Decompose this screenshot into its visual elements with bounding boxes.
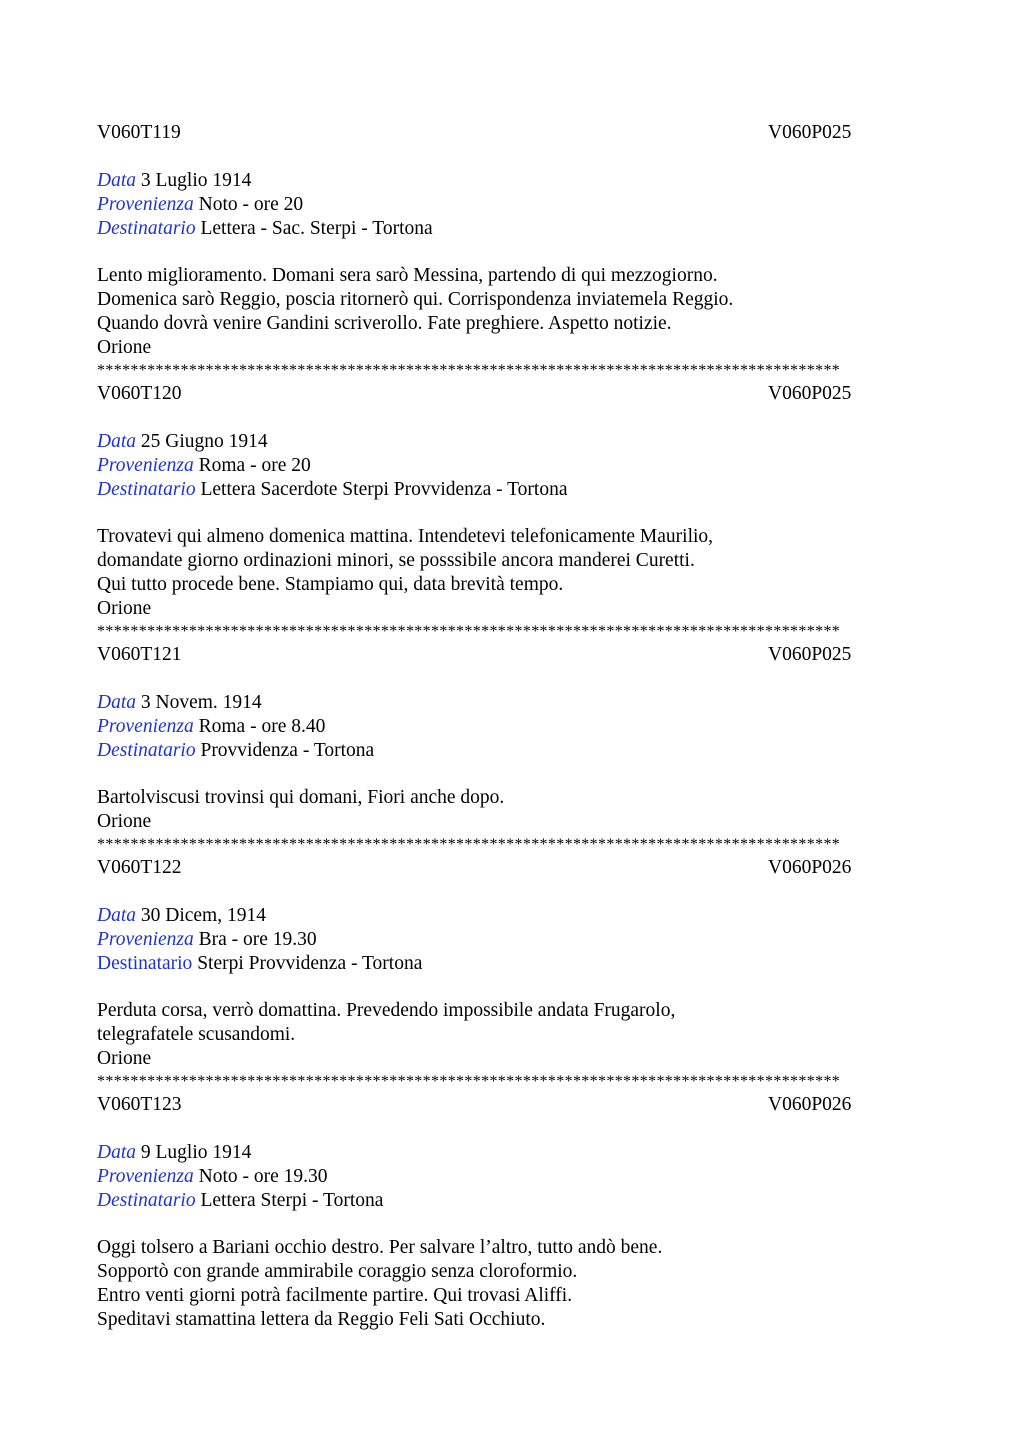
body-line: Qui tutto procede bene. Stampiamo qui, data brevità tempo. xyxy=(97,574,564,595)
provenienza-line xyxy=(97,715,927,739)
destinatario-line xyxy=(97,739,927,763)
provenienza-value: Noto - ore 19.30 xyxy=(198,1165,328,1187)
data-line xyxy=(97,691,927,715)
page-ref: V060P026 xyxy=(768,1094,852,1115)
destinatario-label: Destinatario xyxy=(97,952,193,974)
destinatario-line xyxy=(97,1189,927,1213)
separator: ***************************************************************************************** xyxy=(97,623,841,640)
body-line: Sopportò con grande ammirabile coraggio senza cloroformio. xyxy=(97,1261,578,1282)
destinatario-value: Lettera Sacerdote Sterpi Provvidenza - Tortona xyxy=(200,478,568,500)
provenienza-line xyxy=(97,1165,927,1189)
provenienza-label: Provenienza xyxy=(97,1165,194,1187)
entry-header xyxy=(97,643,927,667)
destinatario-value: Lettera - Sac. Sterpi - Tortona xyxy=(200,217,433,239)
separator: ***************************************************************************************** xyxy=(97,362,841,379)
destinatario-label: Destinatario xyxy=(97,217,196,239)
body-line: Speditavi stamattina lettera da Reggio Feli Sati Occhiuto. xyxy=(97,1309,546,1330)
telegram-id: V060T119 xyxy=(97,122,181,143)
page-ref: V060P025 xyxy=(768,644,852,665)
telegram-id: V060T122 xyxy=(97,857,182,878)
telegram-id: V060T120 xyxy=(97,383,182,404)
data-value: 3 Novem. 1914 xyxy=(140,691,262,713)
destinatario-line xyxy=(97,952,927,976)
data-label: Data xyxy=(97,1141,136,1163)
entry-header xyxy=(97,382,927,406)
provenienza-label: Provenienza xyxy=(97,928,194,950)
separator: ***************************************************************************************** xyxy=(97,836,841,853)
body-line: Perduta corsa, verrò domattina. Prevedendo impossibile andata Frugarolo, xyxy=(97,1000,676,1021)
destinatario-value: Sterpi Provvidenza - Tortona xyxy=(197,952,423,974)
provenienza-value: Roma - ore 20 xyxy=(198,454,311,476)
provenienza-line xyxy=(97,193,927,217)
data-line xyxy=(97,169,927,193)
data-value: 30 Dicem, 1914 xyxy=(140,904,266,926)
destinatario-line xyxy=(97,217,927,241)
page-ref: V060P026 xyxy=(768,857,852,878)
destinatario-label: Destinatario xyxy=(97,739,196,761)
body-line: Quando dovrà venire Gandini scriverollo. Fate preghiere. Aspetto notizie. xyxy=(97,313,672,334)
body-line: telegrafatele scusandomi. xyxy=(97,1024,296,1045)
telegram-entry xyxy=(97,121,927,382)
entry-header xyxy=(97,1093,927,1117)
body-line: Lento miglioramento. Domani sera sarò Messina, partendo di qui mezzogiorno. xyxy=(97,265,718,286)
entry-header xyxy=(97,856,927,880)
provenienza-value: Roma - ore 8.40 xyxy=(198,715,326,737)
provenienza-line xyxy=(97,454,927,478)
body-line: Entro venti giorni potrà facilmente partire. Qui trovasi Aliffi. xyxy=(97,1285,573,1306)
body-line: Domenica sarò Reggio, poscia ritornerò qui. Corrispondenza inviatemela Reggio. xyxy=(97,289,734,310)
destinatario-value: Provvidenza - Tortona xyxy=(200,739,375,761)
telegram-id: V060T123 xyxy=(97,1094,182,1115)
body-line: domandate giorno ordinazioni minori, se posssibile ancora manderei Curetti. xyxy=(97,550,695,571)
destinatario-label: Destinatario xyxy=(97,478,196,500)
data-label: Data xyxy=(97,691,136,713)
telegram-id: V060T121 xyxy=(97,644,182,665)
telegram-entry xyxy=(97,643,927,856)
provenienza-line xyxy=(97,928,927,952)
data-line xyxy=(97,1141,927,1165)
provenienza-label: Provenienza xyxy=(97,715,194,737)
data-label: Data xyxy=(97,904,136,926)
entry-header xyxy=(97,121,927,145)
data-label: Data xyxy=(97,169,136,191)
signature: Orione xyxy=(97,1048,152,1069)
data-line xyxy=(97,904,927,928)
body-line: Bartolviscusi trovinsi qui domani, Fiori anche dopo. xyxy=(97,787,505,808)
page-ref: V060P025 xyxy=(768,383,852,404)
destinatario-label: Destinatario xyxy=(97,1189,196,1211)
telegram-entry xyxy=(97,382,927,643)
document-page xyxy=(97,121,927,1332)
signature: Orione xyxy=(97,337,152,358)
destinatario-value: Lettera Sterpi - Tortona xyxy=(200,1189,384,1211)
data-value: 25 Giugno 1914 xyxy=(140,430,268,452)
body-line: Oggi tolsero a Bariani occhio destro. Per salvare l’altro, tutto andò bene. xyxy=(97,1237,663,1258)
telegram-entry xyxy=(97,1093,927,1332)
separator: ***************************************************************************************** xyxy=(97,1073,841,1090)
data-label: Data xyxy=(97,430,136,452)
telegram-entry xyxy=(97,856,927,1093)
provenienza-label: Provenienza xyxy=(97,454,194,476)
body-line: Trovatevi qui almeno domenica mattina. Intendetevi telefonicamente Maurilio, xyxy=(97,526,714,547)
signature: Orione xyxy=(97,598,152,619)
provenienza-value: Bra - ore 19.30 xyxy=(198,928,317,950)
data-value: 9 Luglio 1914 xyxy=(140,1141,252,1163)
data-line xyxy=(97,430,927,454)
provenienza-value: Noto - ore 20 xyxy=(198,193,304,215)
destinatario-line xyxy=(97,478,927,502)
data-value: 3 Luglio 1914 xyxy=(140,169,252,191)
page-ref: V060P025 xyxy=(768,122,852,143)
provenienza-label: Provenienza xyxy=(97,193,194,215)
signature: Orione xyxy=(97,811,152,832)
